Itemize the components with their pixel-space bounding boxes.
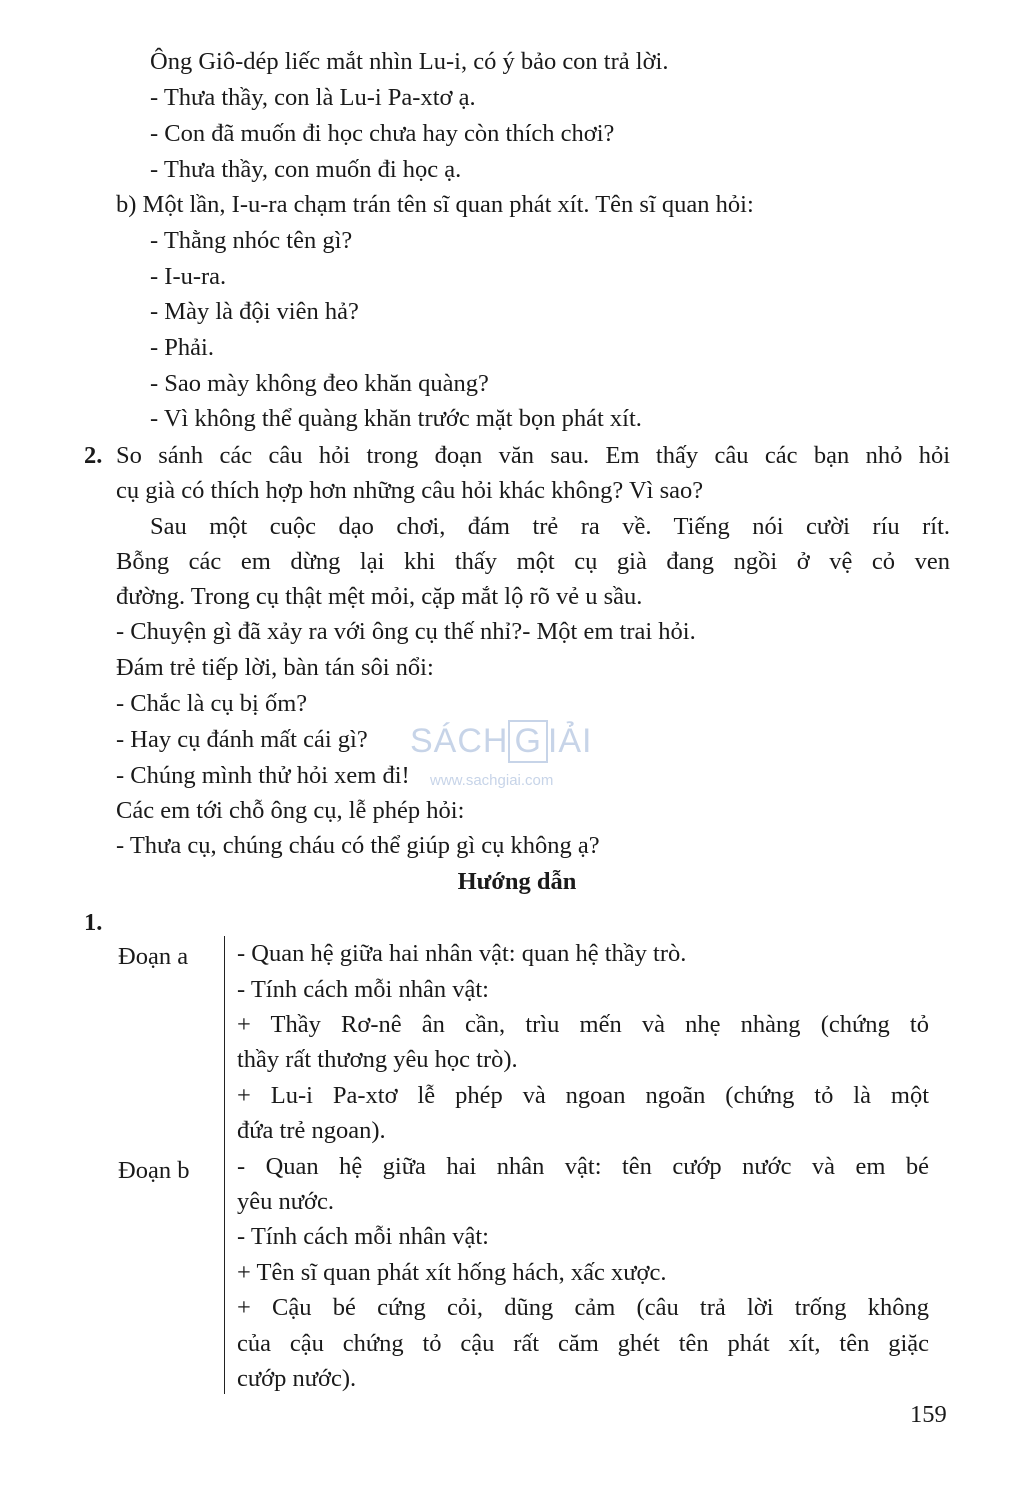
text-line: - Thưa thầy, con là Lu-i Pa-xtơ ạ. (150, 84, 476, 111)
question-text: So sánh các câu hỏi trong đoạn văn sau. Em thấy câu các bạn nhỏ hỏi (116, 442, 950, 469)
text-line: - Thằng nhóc tên gì? (150, 227, 353, 254)
guide-line-a: đứa trẻ ngoan). (237, 1117, 386, 1144)
row-label-a: Đoạn a (118, 943, 189, 970)
guide-line-b: - Tính cách mỗi nhân vật: (237, 1223, 489, 1250)
table-divider (224, 936, 225, 1394)
guide-line-b: - Quan hệ giữa hai nhân vật: tên cướp nước và em bé (237, 1153, 929, 1180)
guide-line-a: thầy rất thương yêu học trò). (237, 1046, 518, 1073)
question-text: cụ già có thích hợp hơn những câu hỏi khác không? Vì sao? (116, 477, 704, 504)
text-line: Ông Giô-dép liếc mắt nhìn Lu-i, có ý bảo con trả lời. (150, 48, 669, 75)
passage-line: Đám trẻ tiếp lời, bàn tán sôi nổi: (116, 654, 434, 681)
watermark (410, 700, 630, 790)
text-line: - Mày là đội viên hả? (150, 298, 359, 325)
guide-line-a: - Tính cách mỗi nhân vật: (237, 976, 489, 1003)
passage-line: - Chúng mình thử hỏi xem đi! (116, 762, 410, 789)
row-label-b: Đoạn b (118, 1157, 190, 1184)
passage-line: - Hay cụ đánh mất cái gì? (116, 726, 368, 753)
page-number: 159 (910, 1401, 947, 1428)
guide-heading: Hướng dẫn (457, 868, 577, 895)
guide-line-a: - Quan hệ giữa hai nhân vật: quan hệ thầy trò. (237, 940, 687, 967)
passage-line: - Chắc là cụ bị ốm? (116, 690, 308, 717)
passage-line: Bỗng các em dừng lại khi thấy một cụ già đang ngồi ở vệ cỏ ven (116, 548, 950, 575)
passage-line: - Thưa cụ, chúng cháu có thể giúp gì cụ không ạ? (116, 832, 600, 859)
text-line: - Phải. (150, 334, 214, 361)
text-line: - Sao mày không đeo khăn quàng? (150, 370, 489, 397)
guide-line-b: của cậu chứng tỏ cậu rất căm ghét tên phát xít, tên giặc (237, 1330, 929, 1357)
guide-line-a: + Thầy Rơ-nê ân cần, trìu mến và nhẹ nhàng (chứng tỏ (237, 1011, 929, 1038)
text-line: b) Một lần, I-u-ra chạm trán tên sĩ quan phát xít. Tên sĩ quan hỏi: (116, 191, 754, 218)
guide-line-b: cướp nước). (237, 1365, 357, 1392)
text-line: - Thưa thầy, con muốn đi học ạ. (150, 156, 462, 183)
guide-line-a: + Lu-i Pa-xtơ lễ phép và ngoan ngoãn (chứng tỏ là một (237, 1082, 929, 1109)
passage-line: Các em tới chỗ ông cụ, lễ phép hỏi: (116, 797, 465, 824)
guide-line-b: + Tên sĩ quan phát xít hống hách, xấc xược. (237, 1259, 667, 1286)
text-line: - Con đã muốn đi học chưa hay còn thích chơi? (150, 120, 615, 147)
watermark-logo: SÁCH G IẢI (410, 720, 593, 763)
watermark-url: www.sachgiai.com (430, 772, 554, 789)
guide-line-b: yêu nước. (237, 1188, 334, 1215)
passage-line: Sau một cuộc dạo chơi, đám trẻ ra về. Tiếng nói cười ríu rít. (150, 513, 950, 540)
guide-line-b: + Cậu bé cứng cỏi, dũng cảm (câu trả lời trống không (237, 1294, 929, 1321)
text-line: - I-u-ra. (150, 263, 227, 290)
question-number: 2. (84, 442, 103, 469)
text-line: - Vì không thể quàng khăn trước mặt bọn phát xít. (150, 405, 642, 432)
passage-line: đường. Trong cụ thật mệt mỏi, cặp mắt lộ rõ vẻ u sầu. (116, 583, 643, 610)
guide-number: 1. (84, 909, 103, 936)
passage-line: - Chuyện gì đã xảy ra với ông cụ thế nhỉ?- Một em trai hỏi. (116, 618, 696, 645)
